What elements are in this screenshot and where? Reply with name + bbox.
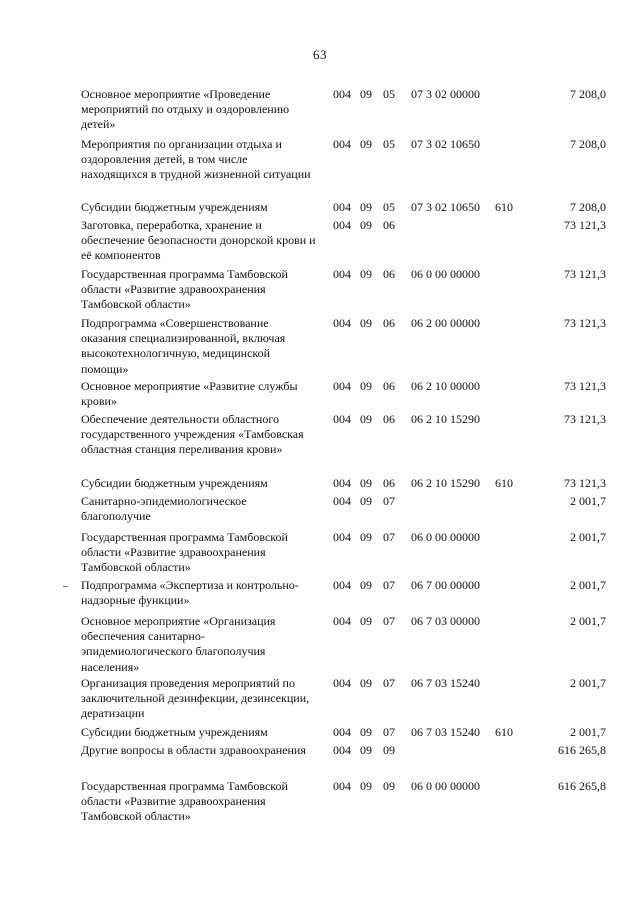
row-pr: 07	[383, 530, 395, 544]
row-name: Государственная программа Тамбовской области «Развитие здравоохранения Тамбовской области»	[81, 267, 288, 312]
row-pr: 06	[383, 218, 395, 232]
row-csr: 07 3 02 10650	[411, 137, 480, 151]
row-csr: 06 0 00 00000	[411, 779, 480, 793]
row-name: Субсидии бюджетным учреждениям	[81, 200, 268, 214]
row-sum: 2 001,7	[570, 725, 606, 739]
row-ved: 004	[333, 137, 351, 151]
row-rz: 09	[360, 578, 372, 592]
row-pr: 06	[383, 379, 395, 393]
row-rz: 09	[360, 267, 372, 281]
row-ved: 004	[333, 614, 351, 628]
row-name: Основное мероприятие «Развитие службы крови»	[81, 379, 298, 409]
row-rz: 09	[360, 614, 372, 628]
row-name: Другие вопросы в области здравоохранения	[81, 743, 306, 757]
row-csr: 06 7 00 00000	[411, 578, 480, 592]
row-name: Основное мероприятие «Проведение мероприятий по отдыху и оздоровлению детей»	[81, 87, 290, 132]
row-sum: 73 121,3	[564, 412, 606, 426]
row-ved: 004	[333, 476, 351, 490]
row-csr: 06 7 03 15240	[411, 676, 480, 690]
row-pr: 07	[383, 494, 395, 508]
row-csr: 07 3 02 10650	[411, 200, 480, 214]
row-pr: 05	[383, 137, 395, 151]
row-ved: 004	[333, 530, 351, 544]
row-ved: 004	[333, 200, 351, 214]
row-name: Основное мероприятие «Организация обеспечения санитарно-эпидемиологического благополучия населения»	[81, 614, 276, 674]
row-pr: 07	[383, 676, 395, 690]
row-rz: 09	[360, 743, 372, 757]
row-ved: 004	[333, 379, 351, 393]
row-csr: 06 0 00 00000	[411, 530, 480, 544]
row-pr: 05	[383, 87, 395, 101]
row-pr: 09	[383, 743, 395, 757]
row-rz: 09	[360, 725, 372, 739]
row-csr: 06 2 10 15290	[411, 476, 480, 490]
row-rz: 09	[360, 530, 372, 544]
row-csr: 06 2 00 00000	[411, 316, 480, 330]
row-pr: 09	[383, 779, 395, 793]
row-ved: 004	[333, 779, 351, 793]
row-pr: 06	[383, 267, 395, 281]
row-sum: 2 001,7	[570, 676, 606, 690]
row-sum: 7 208,0	[570, 137, 606, 151]
row-csr: 06 2 10 15290	[411, 412, 480, 426]
row-rz: 09	[360, 676, 372, 690]
row-rz: 09	[360, 379, 372, 393]
row-rz: 09	[360, 87, 372, 101]
row-name: Мероприятия по организации отдыха и оздоровления детей, в том числе находящихся в трудной жизненной ситуации	[81, 137, 311, 182]
row-sum: 2 001,7	[570, 578, 606, 592]
row-rz: 09	[360, 137, 372, 151]
row-rz: 09	[360, 316, 372, 330]
row-name: Государственная программа Тамбовской области «Развитие здравоохранения Тамбовской области»	[81, 779, 288, 824]
row-ved: 004	[333, 87, 351, 101]
row-sum: 7 208,0	[570, 200, 606, 214]
page-number: 63	[313, 47, 327, 62]
row-pr: 06	[383, 316, 395, 330]
row-rz: 09	[360, 476, 372, 490]
row-name: Подпрограмма «Совершенствование оказания специализированной, включая высокотехнологичную, медицинской помощи»	[81, 316, 286, 376]
row-pr: 07	[383, 614, 395, 628]
row-sum: 2 001,7	[570, 530, 606, 544]
row-name: Обеспечение деятельности областного государственного учреждения «Тамбовская областная станция переливания крови»	[81, 412, 304, 457]
row-rz: 09	[360, 494, 372, 508]
row-ved: 004	[333, 267, 351, 281]
row-name: Субсидии бюджетным учреждениям	[81, 476, 268, 490]
row-vr: 610	[495, 476, 513, 490]
row-pr: 06	[383, 412, 395, 426]
row-ved: 004	[333, 316, 351, 330]
row-csr: 06 7 03 15240	[411, 725, 480, 739]
row-name: Санитарно-эпидемиологическое благополучие	[81, 494, 247, 524]
row-pr: 07	[383, 578, 395, 592]
row-csr: 06 7 03 00000	[411, 614, 480, 628]
row-csr: 06 2 10 00000	[411, 379, 480, 393]
row-name: Подпрограмма «Экспертиза и контрольно-надзорные функции»	[81, 578, 299, 608]
row-name: Заготовка, переработка, хранение и обеспечение безопасности донорской крови и её компонентов	[81, 218, 316, 263]
row-sum: 616 265,8	[558, 779, 606, 793]
margin-mark	[63, 586, 68, 587]
row-sum: 73 121,3	[564, 379, 606, 393]
row-ved: 004	[333, 676, 351, 690]
row-sum: 2 001,7	[570, 614, 606, 628]
row-sum: 73 121,3	[564, 316, 606, 330]
row-ved: 004	[333, 494, 351, 508]
row-rz: 09	[360, 218, 372, 232]
row-pr: 05	[383, 200, 395, 214]
row-pr: 07	[383, 725, 395, 739]
row-sum: 2 001,7	[570, 494, 606, 508]
row-rz: 09	[360, 412, 372, 426]
row-pr: 06	[383, 476, 395, 490]
row-vr: 610	[495, 725, 513, 739]
row-ved: 004	[333, 725, 351, 739]
row-csr: 06 0 00 00000	[411, 267, 480, 281]
row-sum: 73 121,3	[564, 476, 606, 490]
row-rz: 09	[360, 200, 372, 214]
row-sum: 73 121,3	[564, 267, 606, 281]
row-ved: 004	[333, 412, 351, 426]
row-ved: 004	[333, 578, 351, 592]
row-name: Государственная программа Тамбовской области «Развитие здравоохранения Тамбовской области»	[81, 530, 288, 575]
row-sum: 73 121,3	[564, 218, 606, 232]
row-csr: 07 3 02 00000	[411, 87, 480, 101]
row-vr: 610	[495, 200, 513, 214]
row-rz: 09	[360, 779, 372, 793]
row-ved: 004	[333, 218, 351, 232]
row-name: Субсидии бюджетным учреждениям	[81, 725, 268, 739]
row-sum: 616 265,8	[558, 743, 606, 757]
row-name: Организация проведения мероприятий по заключительной дезинфекции, дезинсекции, дератизации	[81, 676, 310, 721]
row-sum: 7 208,0	[570, 87, 606, 101]
row-ved: 004	[333, 743, 351, 757]
